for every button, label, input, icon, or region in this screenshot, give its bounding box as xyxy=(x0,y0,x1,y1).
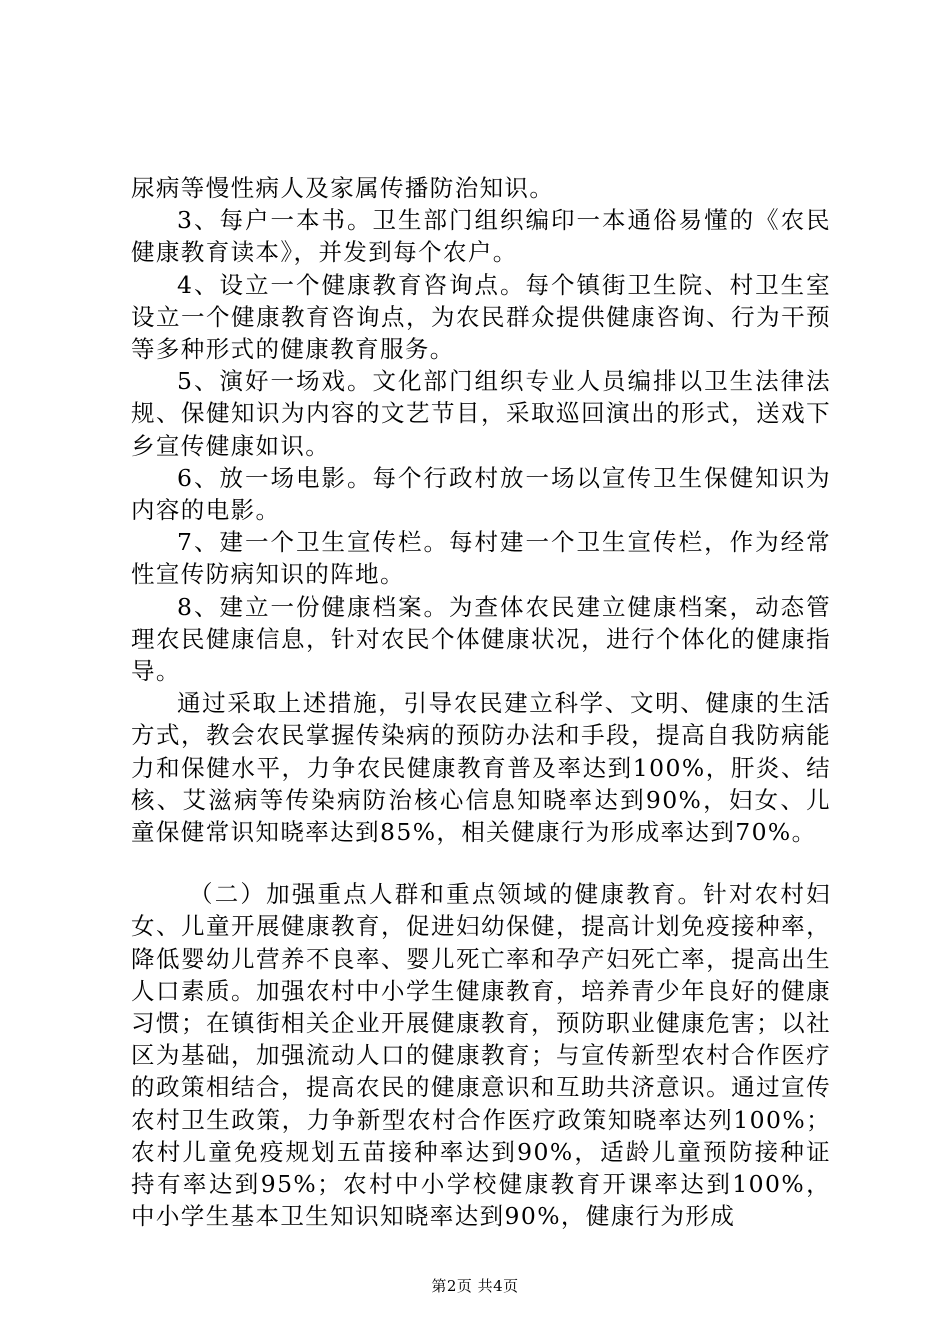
paragraph-gap xyxy=(131,848,831,878)
paragraph-item-3: 3、每户一本书。卫生部门组织编印一本通俗易懂的《农民健康教育读本》，并发到每个农户。 xyxy=(131,206,831,267)
paragraph-item-5: 5、演好一场戏。文化部门组织专业人员编排以卫生法律法规、保健知识为内容的文艺节目，采取巡回演出的形式，送戏下乡宣传健康如识。 xyxy=(131,367,831,460)
paragraph-item-4: 4、设立一个健康教育咨询点。每个镇街卫生院、村卫生室设立一个健康教育咨询点，为农民群众提供健康咨询、行为干预等多种形式的健康教育服务。 xyxy=(131,270,831,364)
paragraph-continuation: 尿病等慢性病人及家属传播防治知识。 xyxy=(131,174,555,202)
page-number-footer: 第2页 共4页 xyxy=(431,1277,519,1295)
paragraph-section-2: （二）加强重点人群和重点领域的健康教育。针对农村妇女、儿童开展健康教育，促进妇幼保健，提高计划免疫接种率，降低婴幼儿营养不良率、婴儿死亡率和孕产妇死亡率，提高出生人口素质。加强农村中小学生健康教育，培养青少年良好的健康习惯；在镇街相关企业开展健康教育，预防职业健康危害；以社区为基础，加强流动人口的健康教育；与宣传新型农村合作医疗的政策相结合，提高农民的健康意识和互助共济意识。通过宣传农村卫生政策，力争新型农村合作医疗政策知晓率达列100%；农村儿童免疫规划五苗接种率达到90%，适龄儿童预防接种证持有率达到95%；农村中小学校健康教育开课率达到100%，中小学生基本卫生知识知晓率达到90%，健康行为形成 xyxy=(131,880,831,1231)
document-body xyxy=(131,172,831,1233)
paragraph-item-8: 8、建立一份健康档案。为查体农民建立健康档案，动态管理农民健康信息，针对农民个体健康状况，进行个体化的健康指导。 xyxy=(131,592,831,686)
paragraph-item-6: 6、放一场电影。每个行政村放一场以宣传卫生保健知识为内容的电影。 xyxy=(131,463,831,525)
paragraph-item-7: 7、建一个卫生宣传栏。每村建一个卫生宣传栏，作为经常性宣传防病知识的阵地。 xyxy=(131,528,831,589)
paragraph-summary: 通过采取上述措施，引导农民建立科学、文明、健康的生活方式，教会农民掌握传染病的预防办法和手段，提高自我防病能力和保健水平，力争农民健康教育普及率达到100%，肝炎、结核、艾滋病等传染病防治核心信息知晓率达到90%，妇女、儿童保健常识知晓率达到85%，相关健康行为形成率达到70%。 xyxy=(131,689,831,847)
